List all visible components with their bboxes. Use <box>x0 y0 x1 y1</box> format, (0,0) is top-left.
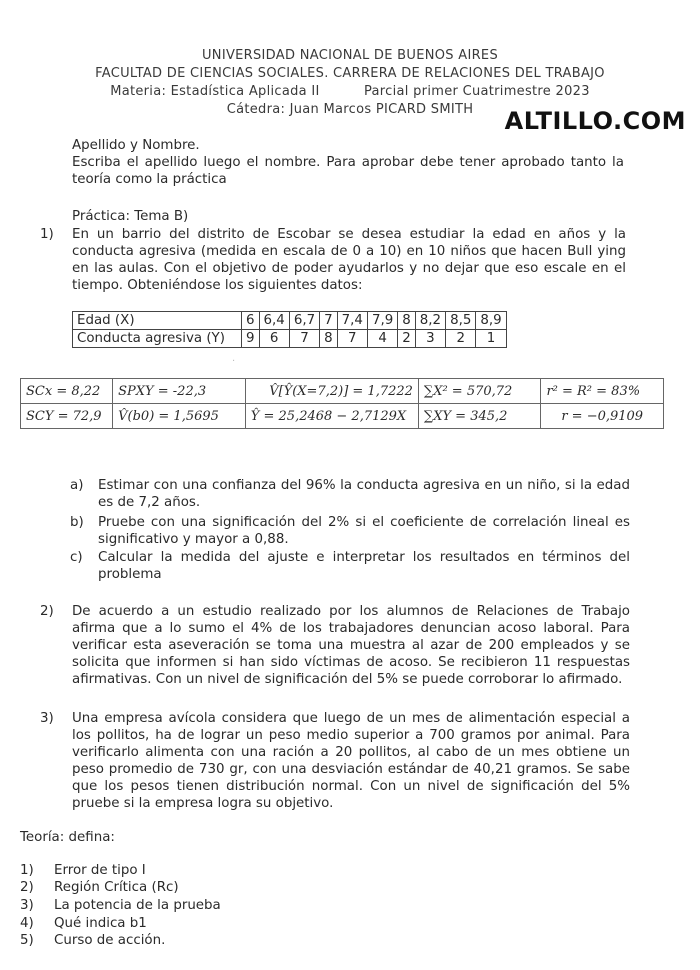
sub-item-text: Estimar con una confianza del 96% la conducta agresiva en un niño, si la edad es de 7,2 años. <box>98 478 630 510</box>
teoria-item <box>20 932 420 949</box>
table-cell: 7,9 <box>367 312 397 330</box>
teoria-item <box>20 879 420 896</box>
table-cell: 8 <box>320 330 338 348</box>
sub-item-b <box>70 514 630 548</box>
teoria-title: Teoría: defina: <box>20 830 115 845</box>
table-cell: 7 <box>320 312 338 330</box>
table-row <box>73 312 507 330</box>
question-2-text: De acuerdo a un estudio realizado por los alumnos de Relaciones de Trabajo afirma que a lo sumo el 4% de los trabajadores denuncian acoso laboral. Para verificar esta aseveración se toma una muestra al azar de 200 empleados y se solicita que informen si han sido víctimas de acoso. Se recibieron 11 respuestas afirmativas. Con un nivel de significación del 5% se puede corroborar lo afirmado. <box>72 604 630 687</box>
data-table <box>72 311 507 348</box>
header-subject: Materia: Estadística Aplicada II Parcial primer Cuatrimestre 2023 <box>110 84 590 99</box>
scan-speck: · <box>232 356 236 367</box>
result-cell: ∑X² = 570,72 <box>418 379 541 404</box>
question-1-text: En un barrio del distrito de Escobar se desea estudiar la edad en años y la conducta agresiva (medida en escala de 0 a 10) en 10 niños que hacen Bull ying en las aulas. Con el objetivo de poder ayudarlos y no dejar que eso escale en el tiempo. Obteniéndose los siguientes datos: <box>72 227 626 293</box>
header-faculty: FACULTAD DE CIENCIAS SOCIALES. CARRERA DE RELACIONES DEL TRABAJO <box>95 66 605 81</box>
altillo-logo: ALTILLO.COM <box>504 107 686 135</box>
question-2 <box>40 603 630 688</box>
teoria-item-number: 2) <box>20 880 34 895</box>
table-row <box>21 379 664 404</box>
results-table <box>20 378 664 429</box>
table-cell: 7,4 <box>337 312 367 330</box>
question-3 <box>40 710 630 812</box>
question-3-number: 3) <box>40 711 54 726</box>
result-cell: ∑XY = 345,2 <box>418 404 541 429</box>
result-cell: Ŷ = 25,2468 − 2,7129X <box>245 404 418 429</box>
table-cell: 2 <box>446 330 476 348</box>
question-1 <box>40 226 626 294</box>
header-university: UNIVERSIDAD NACIONAL DE BUENOS AIRES <box>201 48 498 63</box>
result-cell: V̂(b0) = 1,5695 <box>113 404 246 429</box>
table-cell: 6,7 <box>289 312 319 330</box>
result-cell: r² = R² = 83% <box>541 379 664 404</box>
header-chair: Cátedra: Juan Marcos PICARD SMITH <box>226 102 474 117</box>
result-cell: SPXY = -22,3 <box>113 379 246 404</box>
row-label-aggression: Conducta agresiva (Y) <box>73 330 242 348</box>
table-cell: 4 <box>367 330 397 348</box>
table-cell: 1 <box>476 330 506 348</box>
result-cell: V̂[Ŷ(X=7,2)] = 1,7222 <box>245 379 418 404</box>
result-cell: SCx = 8,22 <box>21 379 113 404</box>
table-cell: 6,4 <box>259 312 289 330</box>
instructions: Escriba el apellido luego el nombre. Para aprobar debe tener aprobado tanto la teoría como la práctica <box>72 155 624 187</box>
table-cell: 8,2 <box>415 312 445 330</box>
teoria-item-number: 1) <box>20 863 34 878</box>
table-cell: 3 <box>415 330 445 348</box>
teoria-item-text: Región Crítica (Rc) <box>54 880 179 895</box>
sub-item-letter: c) <box>70 550 83 565</box>
table-cell: 6 <box>259 330 289 348</box>
sub-item-c <box>70 549 630 583</box>
teoria-item-text: Curso de acción. <box>54 933 166 948</box>
table-cell: 7 <box>289 330 319 348</box>
teoria-item-number: 3) <box>20 898 34 913</box>
table-cell: 8,9 <box>476 312 506 330</box>
table-cell: 8 <box>398 312 416 330</box>
table-cell: 6 <box>242 312 260 330</box>
sub-item-letter: a) <box>70 478 84 493</box>
table-cell: 2 <box>398 330 416 348</box>
practica-title: Práctica: Tema B) <box>72 209 189 224</box>
table-cell: 7 <box>337 330 367 348</box>
teoria-item-text: La potencia de la prueba <box>54 898 221 913</box>
sub-item-text: Pruebe con una significación del 2% si el coeficiente de correlación lineal es significativo y mayor a 0,88. <box>98 515 630 547</box>
table-cell: 8,5 <box>446 312 476 330</box>
teoria-item <box>20 862 420 879</box>
table-row <box>21 404 664 429</box>
teoria-item-number: 5) <box>20 933 34 948</box>
sub-item-a <box>70 477 630 511</box>
result-cell: r = −0,9109 <box>541 404 664 429</box>
teoria-item <box>20 915 420 932</box>
row-label-age: Edad (X) <box>73 312 242 330</box>
question-3-text: Una empresa avícola considera que luego de un mes de alimentación especial a los pollitos, ha de lograr un peso medio superior a 700 gramos por animal. Para verificarlo alimenta con una ración a 20 pollitos, al cabo de un mes obtiene un peso promedio de 730 gr, con una desviación estándar de 40,21 gramos. Se sabe que los pesos tienen distribución normal. Con un nivel de significación del 5% pruebe si la empresa logra su objetivo. <box>72 711 630 811</box>
teoria-item-number: 4) <box>20 916 34 931</box>
result-cell: SCY = 72,9 <box>21 404 113 429</box>
sub-item-letter: b) <box>70 515 84 530</box>
sub-item-text: Calcular la medida del ajuste e interpretar los resultados en términos del problema <box>98 550 630 582</box>
name-label: Apellido y Nombre. <box>72 138 200 153</box>
teoria-item-text: Error de tipo I <box>54 863 146 878</box>
table-row <box>73 330 507 348</box>
teoria-item <box>20 897 420 914</box>
question-1-number: 1) <box>40 227 54 242</box>
table-cell: 9 <box>242 330 260 348</box>
teoria-item-text: Qué indica b1 <box>54 916 147 931</box>
question-2-number: 2) <box>40 604 54 619</box>
